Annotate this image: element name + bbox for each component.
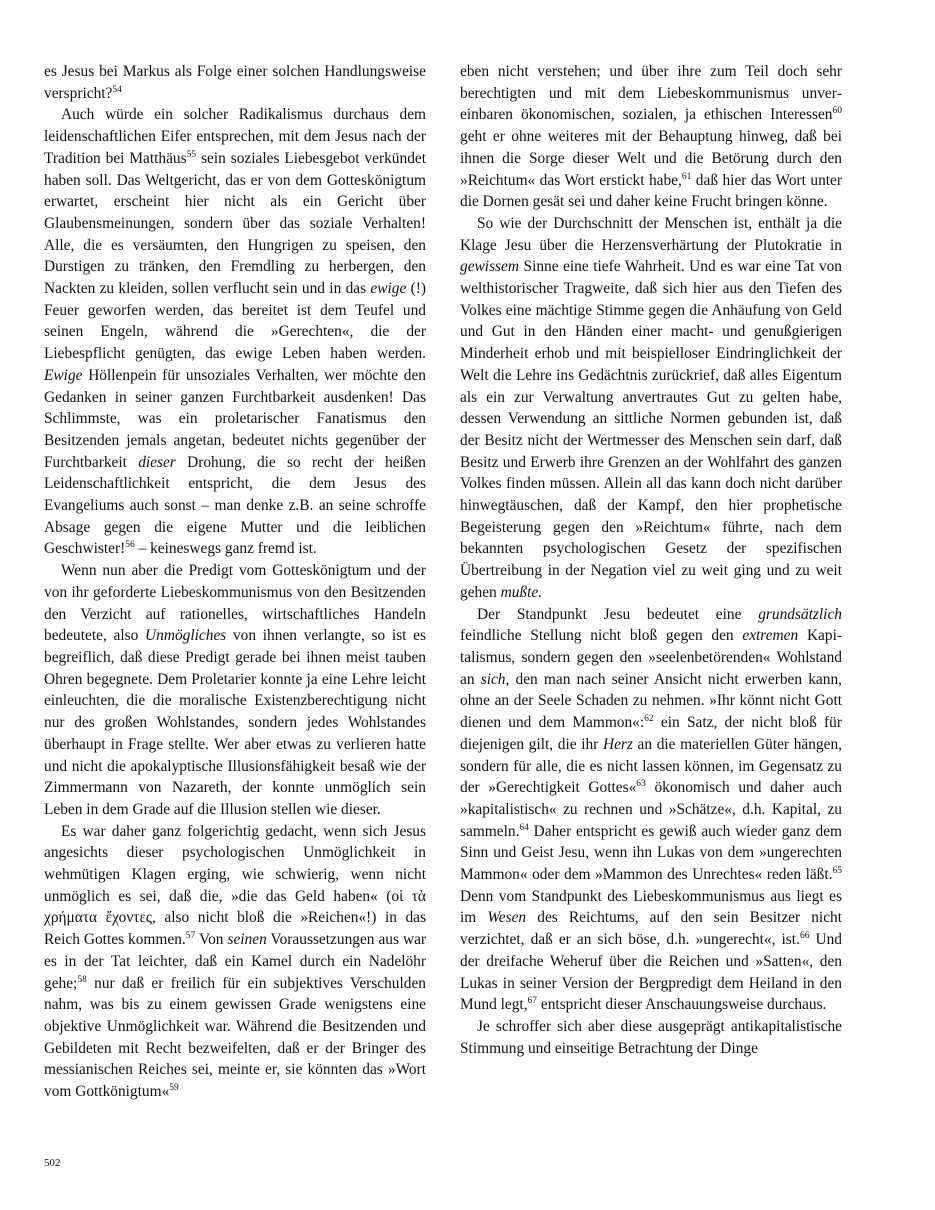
paragraph: Auch würde ein solcher Radikalismus durchaus dem leidenschaftlichen Eifer entsprechen, mit dem Jesus nach der Tradition bei Matthäus$^{55}$ sein soziales Liebesgebot verkündet haben soll. Das Weltgericht, das er von dem Gotteskönigtum erwartet, erscheint hier nicht als ein Gericht über Glaubensmeinungen, sondern über das soziale Verhalten! Alle, die es versäumten, den Hungrigen zu speisen, den Durstigen zu tränken, den Fremdling zu herbergen, den Nackten zu kleiden, sollen verflucht sein und in das ewige (!) Feuer geworfen werden, das bereitet ist dem Teufel und seinen Engeln, während die »Gerechten«, die der Liebespflicht genügten, das ewige Leben haben werden. Ewige Höllenpein für unsoziales Verhalten, wer möchte den Gedanken in seiner ganzen Furchtbarkeit ausdenken! Das Schlimmste, was ein proletarischer Fanatismus den Besitzenden jemals angetan, bedeutet nichts gegenüber der Furchtbarkeit dieser Drohung, die so recht der heißen Leidenschaftlichkeit entspricht, die dem Jesus des Evangeliums auch sonst – man denke z.B. an seine schroffe Absage gegen die eigene Mutter und die leiblichen Geschwister!$^{56}$ – keineswegs ganz fremd ist. <box>44 106 426 558</box>
paragraph: Der Standpunkt Jesu bedeutet eine grundsätzlich feindliche Stellung nicht bloß gegen den extremen Kapitalismus, sondern gegen den »seelenbetörenden« Wohlstand an sich, den man nach seiner Ansicht nicht erwerben kann, ohne an der Seele Schaden zu nehmen. »Ihr könnt nicht Gott dienen und dem Mammon«:$^{62}$ ein Satz, der nicht bloß für diejenigen gilt, die ihr Herz an die materiellen Güter hängen, sondern für alle, die es nicht lassen können, im Gegensatz zu der »Gerechtigkeit Gottes«$^{63}$ ökonomisch und daher auch »kapitalistisch« zu rechnen und »Schätze«, d.h. Kapital, zu sammeln.$^{64}$ Daher entspricht es gewiß auch wieder ganz dem Sinn und Geist Jesu, wenn ihn Lukas von dem »ungerechten Mammon« oder dem »Mammon des Unrechtes« reden läßt.$^{65}$ Denn vom Standpunkt des Liebeskommunismus aus liegt es im Wesen des Reichtums, auf den sein Besitzer nicht verzichtet, daß er an sich böse, d.h. »ungerecht«, ist.$^{66}$ Und der dreifache Weheruf über die Reichen und »Satten«, den Lukas in seiner Version der Bergpredigt dem Heiland in den Mund legt,$^{67}$ entspricht dieser Anschauungsweise durchaus. <box>460 605 843 1014</box>
page-number: 502 <box>44 1157 61 1169</box>
left-text-column <box>44 61 426 1103</box>
right-text-column <box>460 61 842 1059</box>
paragraph: Wenn nun aber die Predigt vom Gotteskönigtum und der von ihr geforderte Liebeskommunismus von den Besitzenden den Verzicht auf rationelles, wirtschaftliches Handeln bedeutete, also Unmögliches von ihnen verlangte, so ist es begreiflich, daß diese Predigt gerade bei ihnen meist tauben Ohren begegnete. Dem Proletarier konnte ja eine Lehre leicht einleuchten, die die moralische Existenzberechtigung nicht nur des großen Wohlstandes, sondern jedes Wohlstandes überhaupt in Frage stellte. Wer aber etwas zu verlieren hatte und nicht die apokalyptische Illusionsfähigkeit besaß wie der Zimmermann von Nazareth, der konnte unmöglich sein Leben in dem Grade auf die Illusion stellen wie dieser. <box>44 562 426 818</box>
paragraph: Es war daher ganz folgerichtig gedacht, wenn sich Jesus angesichts dieser psychologischen Unmöglichkeit in wehmütigen Klagen erging, wie schwierig, wenn nicht unmöglich es sei, daß die, »die das Geld haben« (οἱ τὰ χρήματα ἔχοντες, also nicht bloß die »Reichen«!) in das Reich Gottes kommen.$^{57}$ Von seinen Voraussetzungen aus war es in der Tat leichter, daß ein Kamel durch ein Nadelöhr gehe;$^{58}$ nur daß er freilich für ein subjektives Verschulden nahm, was bis zu einem gewissen Grade wenigstens eine objektive Unmöglichkeit war. Während die Besitzenden und Gebildeten mit Recht bezweifelten, daß er der Bringer des messianischen Reiches sei, meinte er, sie könnten das »Wort vom Gottkönigtum«$^{59}$ <box>44 822 427 1101</box>
paragraph: es Jesus bei Markus als Folge einer solchen Handlungsweise verspricht?$^{54}$ <box>44 63 426 102</box>
paragraph: So wie der Durchschnitt der Menschen ist, enthält ja die Klage Jesu über die Herzensverhärtung der Plutokratie in gewissem Sinne eine tiefe Wahrheit. Und es war eine Tat von welthistorischer Tragweite, daß sich hier aus den Tiefen des Volkes eine mächtige Stimme gegen die Anhäufung von Geld und Gut in den Händen einer macht- und genußgierigen Minderheit erhob und mit beispielloser Eindringlichkeit der Welt die Lehre ins Gedächtnis zurückrief, daß alles Eigentum als ein zur Verwaltung anvertrautes Gut zu gelten habe, dessen Verwendung an sittliche Normen gebunden ist, daß der Besitz nicht der Wertmesser des Menschen sein darf, daß Besitz und Erwerb ihre Grenzen an der Wohlfahrt des ganzen Volkes finden müssen. Allein all das kann doch nicht darüber hinwegtäuschen, daß der Kampf, den hier prophetische Begeisterung gegen den »Reichtum« führte, nach dem bekannten psychologischen Gesetz der spezifischen Übertreibung in der Negation viel zu weit ging und zu weit gehen mußte. <box>460 214 842 601</box>
paragraph: Je schroffer sich aber diese ausgeprägt antikapitalistische Stimmung und einseitige Betrachtung der Dinge <box>460 1017 842 1057</box>
paragraph: eben nicht verstehen; und über ihre zum Teil doch sehr berechtigten und mit dem Liebeskommunismus unvereinbaren ökonomischen, sozialen, ja ethischen Interessen$^{60}$ geht er ohne weiteres mit der Behauptung hinweg, daß bei ihnen die Sorge dieser Welt und die Betörung durch den »Reichtum« das Wort erstickt habe,$^{61}$ daß hier das Wort unter die Dornen gesät sei und daher keine Frucht bringen könne. <box>460 63 843 211</box>
